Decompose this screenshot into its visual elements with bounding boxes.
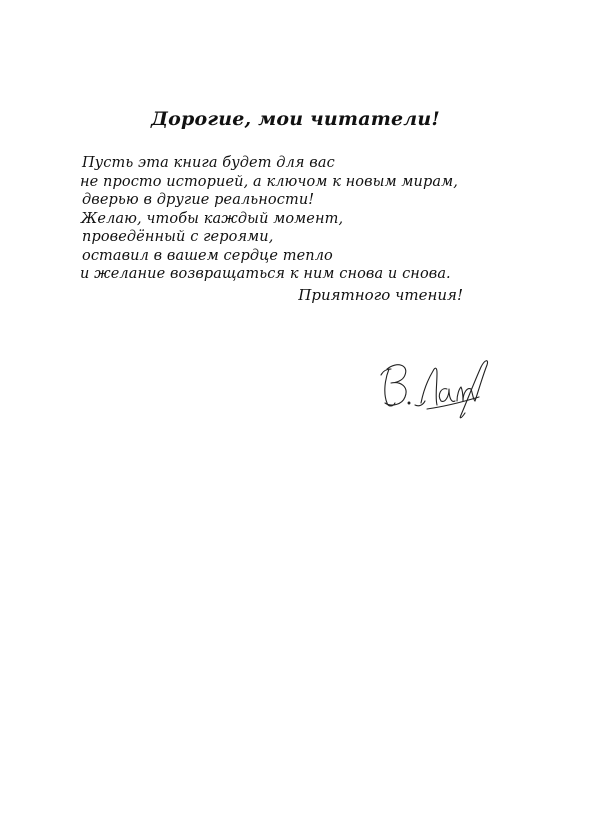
dedication-line: Пусть эта книга будет для вас xyxy=(82,155,335,171)
page-title: Дорогие, мои читатели! xyxy=(151,108,440,130)
dedication-text xyxy=(82,154,458,284)
dedication-line: Желаю, чтобы каждый момент, xyxy=(81,210,344,227)
dedication-line: оставил в вашем сердце тепло xyxy=(82,247,333,264)
dedication-line: дверью в другие реальности! xyxy=(82,192,315,208)
dedication-line: и желание возвращаться к ним снова и снова. xyxy=(80,266,451,282)
handwritten-signature xyxy=(375,345,495,425)
closing-phrase: Приятного чтения! xyxy=(298,286,463,304)
dedication-line: не просто историей, а ключом к новым мирам, xyxy=(80,173,458,190)
dedication-line: проведённый с героями, xyxy=(82,229,274,245)
